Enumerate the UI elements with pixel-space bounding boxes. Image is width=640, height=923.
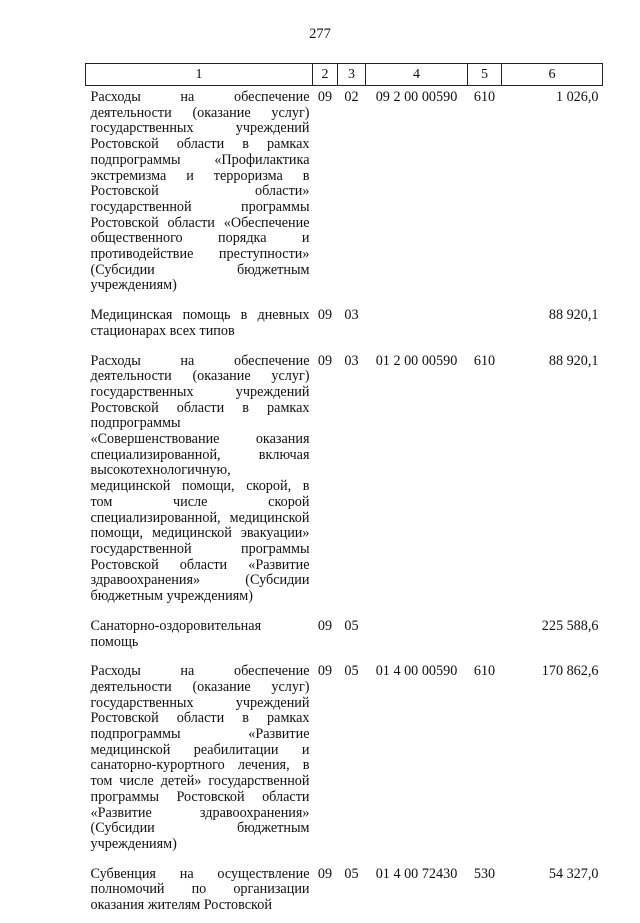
row-section: 09 (317, 663, 333, 680)
row-name: Субвенция на осуществление полномочий по организации оказания жителям Ростовской (90, 865, 310, 914)
row-subsection: 03 (344, 352, 359, 369)
row-section: 09 (317, 307, 333, 324)
table-row (86, 862, 603, 923)
row-name: Расходы на обеспечение деятельности (оказание услуг) государственных учреждений Ростовской области в рамках подпрограммы «Профилактика экстремизма и терроризма в Ростовской области» государственной программы Ростовской области «Обеспечение общественного порядка и противодействие преступности» (Субсидии бюджетным учреждениям) (90, 89, 310, 294)
row-subsection: 03 (344, 307, 359, 324)
header-col-2: 2 (313, 64, 338, 86)
row-amount: 88 920,1 (548, 352, 599, 369)
row-target-article: 09 2 00 00590 (375, 89, 458, 105)
row-target-article: 01 4 00 00590 (375, 663, 458, 680)
row-amount: 54 327,0 (548, 865, 599, 882)
row-amount: 170 862,6 (541, 663, 599, 680)
row-name: Медицинская помощь в дневных стационарах всех типов (90, 307, 310, 339)
row-expense-type: 610 (473, 663, 496, 680)
row-subsection: 05 (344, 663, 359, 680)
row-name: Санаторно-оздоровительная помощь (90, 617, 262, 650)
row-name: Расходы на обеспечение деятельности (оказание услуг) государственных учреждений Ростовской области в рамках подпрограммы «Развитие медицинской реабилитации и санаторно-курортного лечения, в том числе детей» государственной программы Ростовской области «Развитие здравоохранения» (Субсидии бюджетным учреждениям) (90, 663, 310, 852)
row-expense-type: 610 (473, 89, 496, 105)
row-subsection: 02 (344, 89, 359, 105)
table-body (86, 86, 603, 923)
table-row (86, 349, 603, 614)
table-row (86, 614, 603, 659)
row-target-article: 01 4 00 72430 (375, 865, 458, 882)
row-section: 09 (317, 617, 333, 634)
row-amount: 88 920,1 (548, 307, 599, 324)
row-amount: 225 588,6 (541, 617, 599, 634)
row-expense-type (468, 614, 502, 659)
header-col-5: 5 (468, 64, 502, 86)
table-row (86, 86, 603, 304)
row-target-article (366, 614, 468, 659)
page-number: 277 (309, 26, 331, 42)
row-section: 09 (317, 89, 333, 105)
row-section: 09 (317, 352, 333, 369)
row-expense-type: 530 (473, 865, 496, 882)
table-row (86, 303, 603, 348)
table-row (86, 659, 603, 861)
table-header (86, 64, 603, 86)
header-col-4: 4 (366, 64, 468, 86)
header-col-3: 3 (338, 64, 366, 86)
row-expense-type (468, 303, 502, 348)
header-col-6: 6 (502, 64, 603, 86)
header-row (86, 64, 603, 86)
row-amount: 1 026,0 (555, 89, 599, 105)
budget-table (85, 63, 603, 923)
row-subsection: 05 (344, 865, 359, 882)
row-expense-type: 610 (473, 352, 496, 369)
row-section: 09 (317, 865, 333, 882)
header-col-1: 1 (86, 64, 313, 86)
row-target-article: 01 2 00 00590 (375, 352, 458, 369)
row-target-article (366, 303, 468, 348)
row-name: Расходы на обеспечение деятельности (оказание услуг) государственных учреждений Ростовской области в рамках подпрограммы «Совершенствование оказания специализированной, включая высокотехнологичную, медицинской помощи, скорой, в том числе скорой специализированной, медицинской помощи, медицинской эвакуации» государственной программы Ростовской области «Развитие здравоохранения» (Субсидии бюджетным учреждениям) (90, 352, 310, 605)
row-subsection: 05 (344, 617, 359, 634)
